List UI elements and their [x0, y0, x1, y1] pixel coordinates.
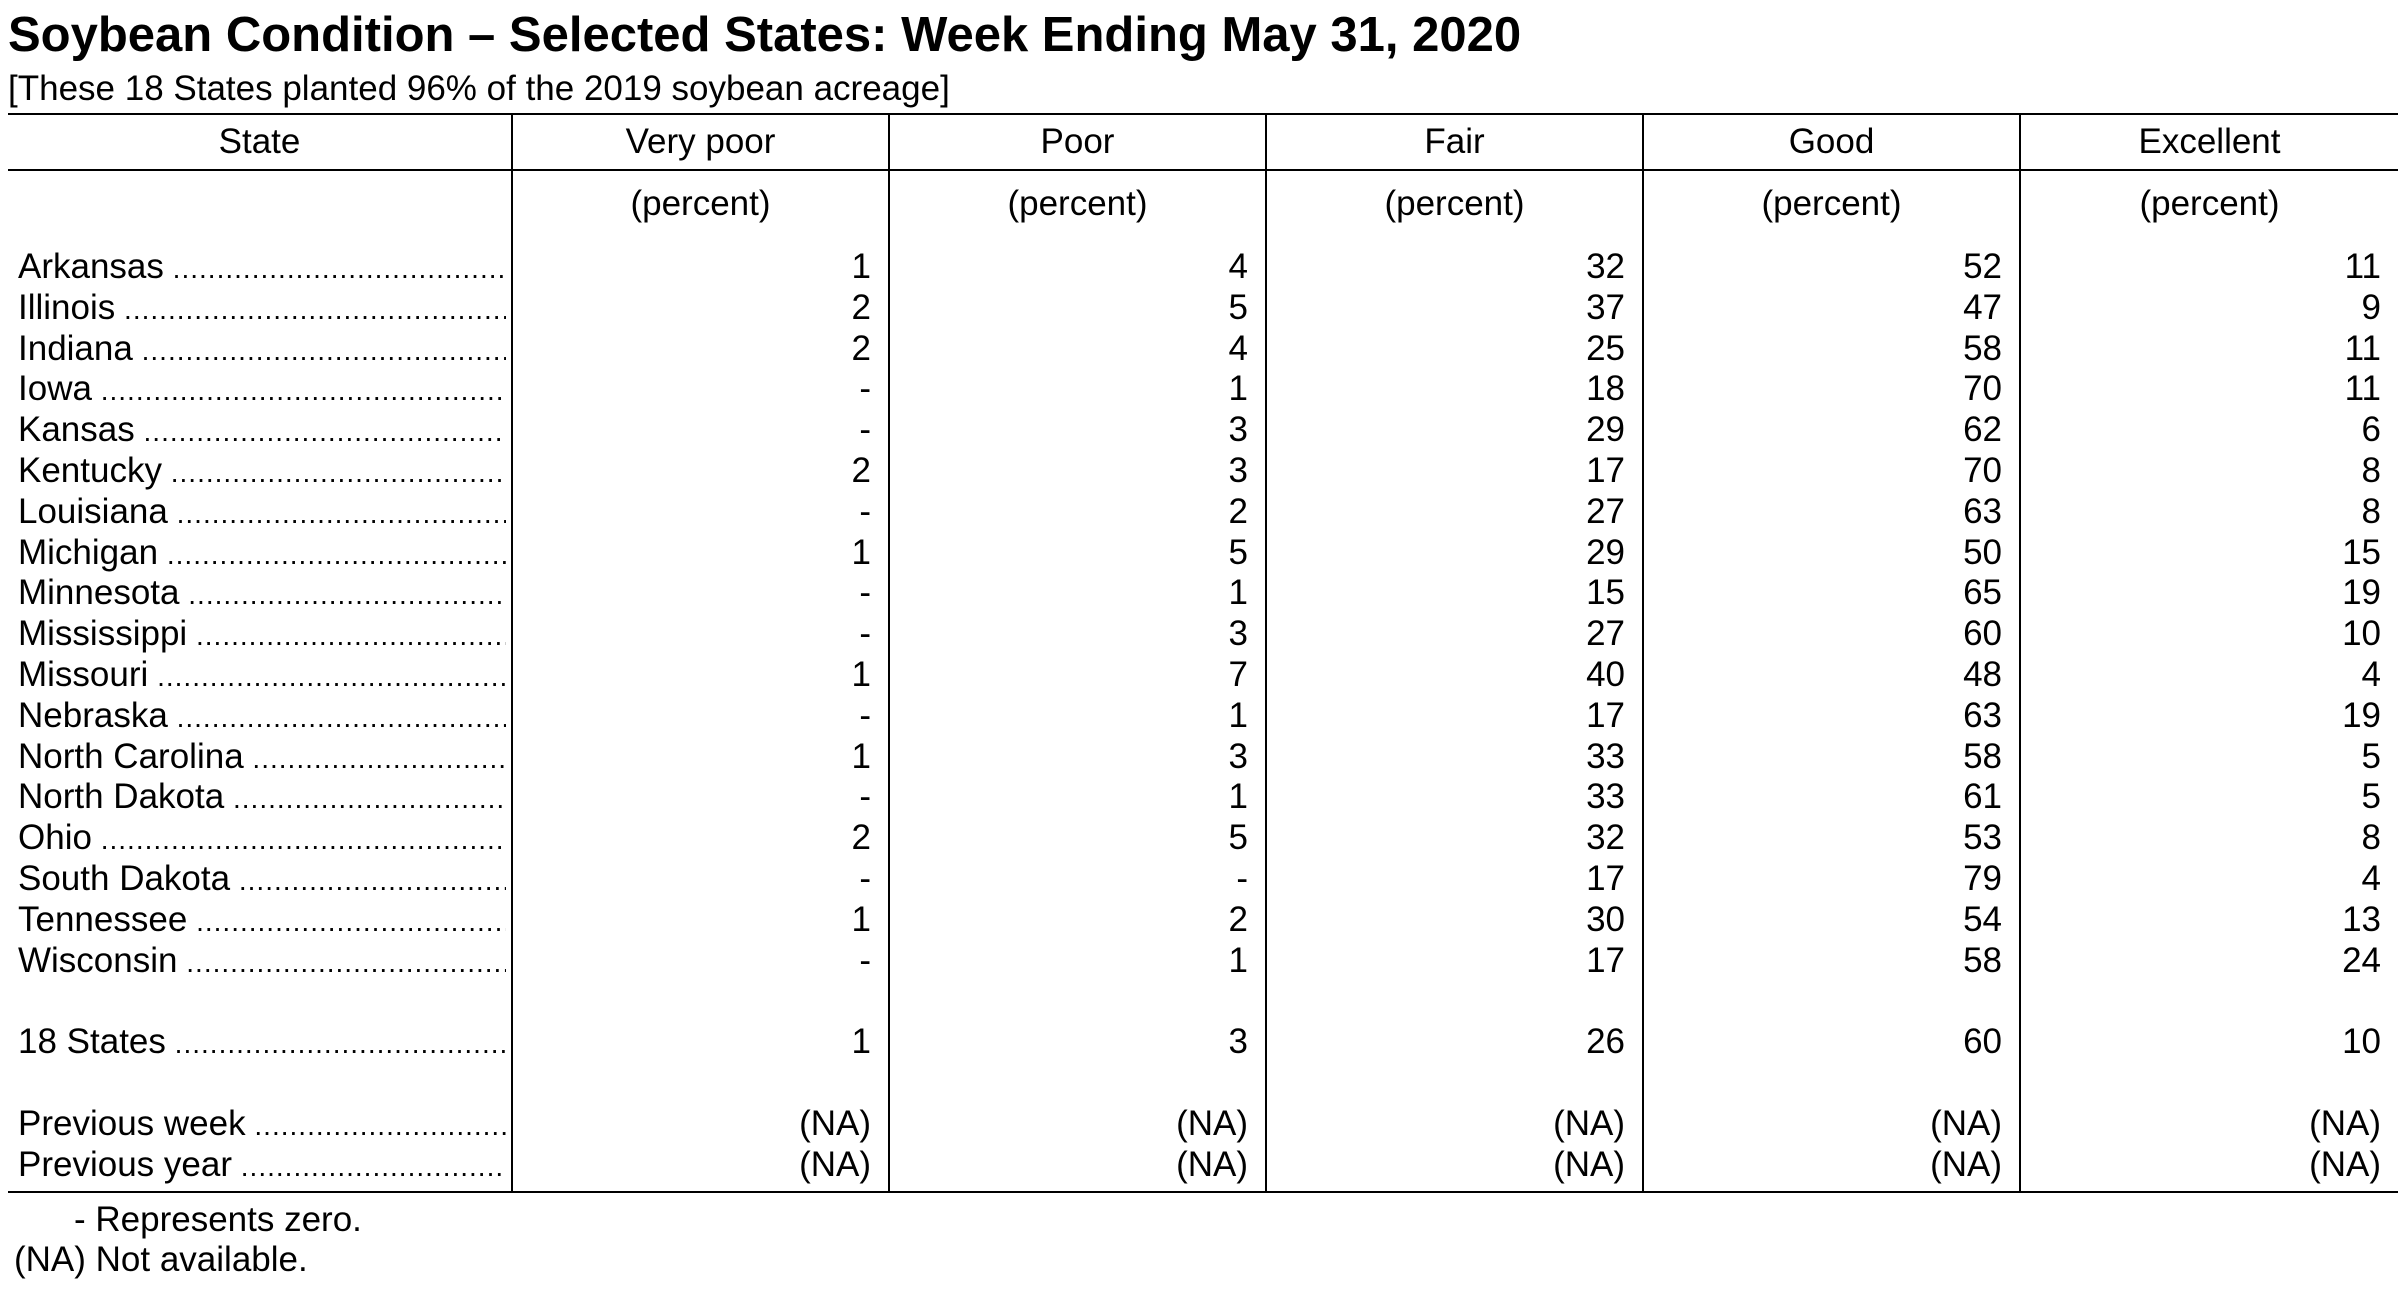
value-cell: - [1236, 859, 1248, 898]
state-label: Louisiana ..... [18, 491, 506, 532]
table-row [8, 572, 2398, 613]
value-cell: 1 [1228, 777, 1248, 816]
value-cell: (NA) [2309, 1104, 2381, 1143]
table-row [8, 287, 2398, 328]
value-cell: 1 [851, 737, 871, 776]
value-cell: 27 [1586, 492, 1625, 531]
value-cell: 1 [1228, 696, 1248, 735]
state-label: Ohio ..... [18, 817, 506, 858]
value-cell: 18 [1586, 369, 1625, 408]
footnote-zero: - Represents zero. [74, 1200, 362, 1239]
value-cell: - [859, 410, 871, 449]
value-cell: 1 [851, 533, 871, 572]
table-row [8, 491, 2398, 532]
value-cell: 33 [1586, 737, 1625, 776]
value-cell: 48 [1963, 655, 2002, 694]
table-row [8, 532, 2398, 573]
value-cell: 40 [1586, 655, 1625, 694]
value-cell: 26 [1586, 1022, 1625, 1061]
table-row [8, 736, 2398, 777]
value-cell: 3 [1228, 737, 1248, 776]
table-row [8, 654, 2398, 695]
header-bottom-rule [8, 169, 2398, 171]
value-cell: 63 [1963, 492, 2002, 531]
value-cell: 6 [2361, 410, 2381, 449]
value-cell: 37 [1586, 288, 1625, 327]
value-cell: (NA) [1553, 1104, 1625, 1143]
value-cell: 32 [1586, 247, 1625, 286]
value-cell: 53 [1963, 818, 2002, 857]
state-label: Mississippi ..... [18, 613, 506, 654]
value-cell: 33 [1586, 777, 1625, 816]
comparison-row [8, 1144, 2398, 1185]
value-cell: 5 [2361, 777, 2381, 816]
state-label: North Carolina ..... [18, 736, 506, 777]
value-cell: 9 [2361, 288, 2381, 327]
value-cell: 17 [1586, 859, 1625, 898]
value-cell: - [859, 614, 871, 653]
value-cell: 1 [851, 1022, 871, 1061]
table-row [8, 246, 2398, 287]
value-cell: 1 [851, 247, 871, 286]
value-cell: 70 [1963, 451, 2002, 490]
value-cell: 1 [851, 900, 871, 939]
unit-label: (percent) [1384, 184, 1525, 223]
table-row [8, 409, 2398, 450]
table-top-rule [8, 113, 2398, 115]
value-cell: 10 [2342, 614, 2381, 653]
table-row [8, 613, 2398, 654]
column-header-state: State [218, 122, 301, 161]
condition-table [8, 113, 2398, 1193]
state-label: Missouri ..... [18, 654, 506, 695]
column-header-very-poor: Very poor [625, 122, 776, 161]
value-cell: 11 [2344, 369, 2381, 408]
value-cell: - [859, 492, 871, 531]
value-cell: 2 [1228, 492, 1248, 531]
value-cell: 52 [1963, 247, 2002, 286]
value-cell: 1 [1228, 941, 1248, 980]
value-cell: 32 [1586, 818, 1625, 857]
state-label: 18 States ..... [18, 1021, 506, 1062]
state-label: Nebraska ..... [18, 695, 506, 736]
value-cell: 4 [1228, 247, 1248, 286]
table-row [8, 817, 2398, 858]
value-cell: 8 [2361, 492, 2381, 531]
value-cell: 5 [1228, 288, 1248, 327]
state-label: Tennessee ..... [18, 899, 506, 940]
value-cell: 2 [851, 451, 871, 490]
value-cell: 65 [1963, 573, 2002, 612]
value-cell: - [859, 369, 871, 408]
state-label: Previous year ..... [18, 1144, 506, 1185]
table-row [8, 940, 2398, 981]
value-cell: 47 [1963, 288, 2002, 327]
comparison-row [8, 1103, 2398, 1144]
value-cell: (NA) [799, 1104, 871, 1143]
state-label: Arkansas ..... [18, 246, 506, 287]
value-cell: 4 [1228, 329, 1248, 368]
value-cell: 10 [2342, 1022, 2381, 1061]
unit-label: (percent) [630, 184, 771, 223]
value-cell: (NA) [1176, 1145, 1248, 1184]
value-cell: 29 [1586, 533, 1625, 572]
value-cell: 79 [1963, 859, 2002, 898]
value-cell: (NA) [1930, 1104, 2002, 1143]
value-cell: 24 [2342, 941, 2381, 980]
value-cell: 30 [1586, 900, 1625, 939]
value-cell: 60 [1963, 1022, 2002, 1061]
value-cell: 25 [1586, 329, 1625, 368]
value-cell: 3 [1228, 451, 1248, 490]
value-cell: 2 [851, 329, 871, 368]
value-cell: 4 [2361, 859, 2381, 898]
value-cell: 1 [1228, 369, 1248, 408]
value-cell: 61 [1963, 777, 2002, 816]
value-cell: - [859, 859, 871, 898]
state-label: Previous week ..... [18, 1103, 506, 1144]
value-cell: 8 [2361, 451, 2381, 490]
value-cell: 58 [1963, 941, 2002, 980]
state-label: Illinois ..... [18, 287, 506, 328]
state-label: Kentucky ..... [18, 450, 506, 491]
value-cell: 11 [2344, 329, 2381, 368]
value-cell: 27 [1586, 614, 1625, 653]
value-cell: 3 [1228, 1022, 1248, 1061]
page-title: Soybean Condition – Selected States: Week Ending May 31, 2020 [8, 8, 1522, 62]
column-header-poor: Poor [1040, 122, 1115, 161]
value-cell: 15 [1586, 573, 1625, 612]
state-label: South Dakota ..... [18, 858, 506, 899]
value-cell: 13 [2342, 900, 2381, 939]
value-cell: - [859, 573, 871, 612]
value-cell: 1 [1228, 573, 1248, 612]
table-row [8, 858, 2398, 899]
value-cell: (NA) [1176, 1104, 1248, 1143]
value-cell: - [859, 696, 871, 735]
table-row [8, 899, 2398, 940]
value-cell: 5 [1228, 818, 1248, 857]
unit-label: (percent) [1007, 184, 1148, 223]
table-row [8, 450, 2398, 491]
column-header-good: Good [1788, 122, 1875, 161]
table-row [8, 328, 2398, 369]
value-cell: 19 [2342, 573, 2381, 612]
table-row [8, 368, 2398, 409]
unit-label: (percent) [1761, 184, 1902, 223]
value-cell: (NA) [1553, 1145, 1625, 1184]
value-cell: (NA) [2309, 1145, 2381, 1184]
value-cell: 4 [2361, 655, 2381, 694]
value-cell: 29 [1586, 410, 1625, 449]
state-label: North Dakota ..... [18, 776, 506, 817]
value-cell: 2 [1228, 900, 1248, 939]
table-row [8, 776, 2398, 817]
state-label: Michigan ..... [18, 532, 506, 573]
table-row [8, 695, 2398, 736]
value-cell: 17 [1586, 451, 1625, 490]
value-cell: 54 [1963, 900, 2002, 939]
value-cell: 50 [1963, 533, 2002, 572]
value-cell: 2 [851, 818, 871, 857]
value-cell: 62 [1963, 410, 2002, 449]
value-cell: 60 [1963, 614, 2002, 653]
unit-label: (percent) [2139, 184, 2280, 223]
value-cell: 2 [851, 288, 871, 327]
value-cell: 63 [1963, 696, 2002, 735]
footnote-na: (NA) Not available. [14, 1240, 308, 1279]
value-cell: 19 [2342, 696, 2381, 735]
value-cell: 15 [2342, 533, 2381, 572]
value-cell: 58 [1963, 737, 2002, 776]
value-cell: (NA) [799, 1145, 871, 1184]
value-cell: 3 [1228, 410, 1248, 449]
value-cell: 17 [1586, 941, 1625, 980]
state-label: Wisconsin ..... [18, 940, 506, 981]
value-cell: 8 [2361, 818, 2381, 857]
column-header-excellent: Excellent [2138, 122, 2281, 161]
value-cell: 5 [2361, 737, 2381, 776]
state-label: Minnesota ..... [18, 572, 506, 613]
value-cell: 5 [1228, 533, 1248, 572]
value-cell: 70 [1963, 369, 2002, 408]
page-subtitle: [These 18 States planted 96% of the 2019 soybean acreage] [8, 69, 950, 108]
value-cell: (NA) [1930, 1145, 2002, 1184]
state-label: Kansas ..... [18, 409, 506, 450]
value-cell: 7 [1228, 655, 1248, 694]
value-cell: - [859, 777, 871, 816]
value-cell: 3 [1228, 614, 1248, 653]
value-cell: 58 [1963, 329, 2002, 368]
table-bottom-rule [8, 1191, 2398, 1193]
value-cell: 1 [851, 655, 871, 694]
total-row [8, 1021, 2398, 1062]
value-cell: 11 [2344, 247, 2381, 286]
value-cell: - [859, 941, 871, 980]
column-header-fair: Fair [1424, 122, 1485, 161]
state-label: Iowa ..... [18, 368, 506, 409]
value-cell: 17 [1586, 696, 1625, 735]
state-label: Indiana ..... [18, 328, 506, 369]
